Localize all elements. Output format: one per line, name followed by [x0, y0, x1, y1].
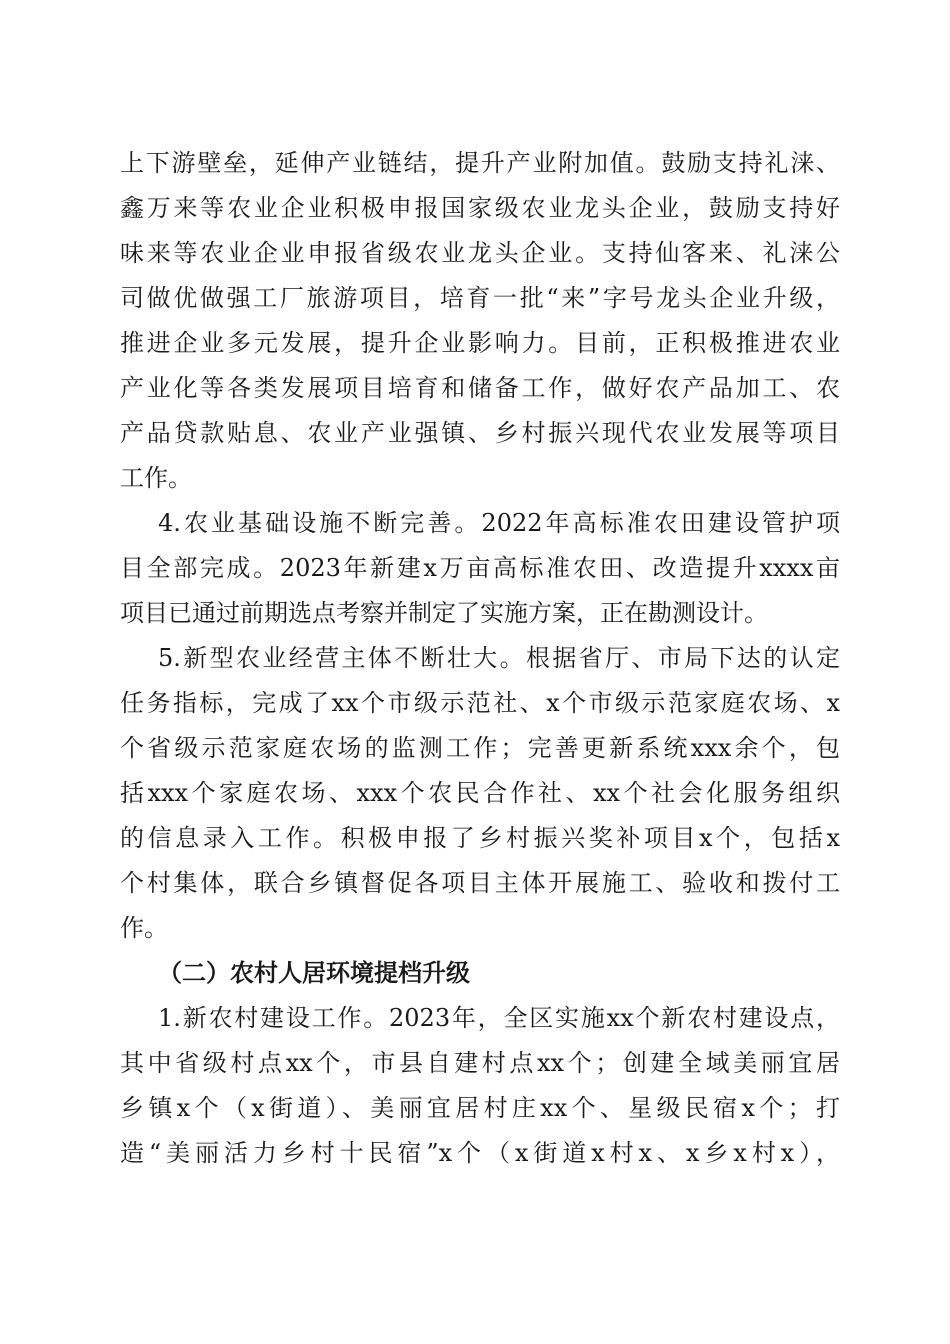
paragraph-line: 1.新农村建设工作。2023年，全区实施xx个新农村建设点，	[158, 1004, 840, 1032]
paragraph-line: 鑫万来等农业企业积极申报国家级农业龙头企业，鼓励支持好	[120, 194, 840, 222]
paragraph-line: 司做优做强工厂旅游项目，培育一批“来”字号龙头企业升级，	[120, 284, 840, 312]
paragraph-line: 味来等农业企业申报省级农业龙头企业。支持仙客来、礼涞公	[120, 239, 840, 267]
paragraph-line: 的信息录入工作。积极申报了乡村振兴奖补项目x个，包括x	[120, 824, 840, 852]
paragraph-line: 4.农业基础设施不断完善。2022年高标准农田建设管护项	[158, 509, 840, 537]
paragraph-line: 产品贷款贴息、农业产业强镇、乡村振兴现代农业发展等项目	[120, 419, 840, 447]
paragraph-line: 上下游壁垒，延伸产业链结，提升产业附加值。鼓励支持礼涞、	[120, 149, 840, 177]
paragraph-line: 产业化等各类发展项目培育和储备工作，做好农产品加工、农	[120, 374, 840, 402]
paragraph-line: 作。	[120, 914, 168, 942]
paragraph-line: 乡镇x个（x街道）、美丽宜居村庄xx个、星级民宿x个；打	[120, 1094, 840, 1122]
paragraph-line: 括xxx个家庭农场、xxx个农民合作社、xx个社会化服务组织	[120, 779, 840, 807]
paragraph-line: 项目已通过前期选点考察并制定了实施方案，正在勘测设计。	[120, 599, 768, 627]
paragraph-line: 其中省级村点xx个，市县自建村点xx个；创建全域美丽宜居	[120, 1049, 840, 1077]
paragraph-line: 造“美丽活力乡村十民宿”x个（x街道x村x、x乡x村x），	[120, 1139, 840, 1167]
paragraph-line: 推进企业多元发展，提升企业影响力。目前，正积极推进农业	[120, 329, 840, 357]
paragraph-line: 个村集体，联合乡镇督促各项目主体开展施工、验收和拨付工	[120, 869, 840, 897]
paragraph-line: 5.新型农业经营主体不断壮大。根据省厅、市局下达的认定	[158, 644, 840, 672]
paragraph-line: 工作。	[120, 464, 192, 492]
paragraph-line: 个省级示范家庭农场的监测工作；完善更新系统xxx余个，包	[120, 734, 840, 762]
paragraph-line: 任务指标，完成了xx个市级示范社、x个市级示范家庭农场、x	[120, 689, 840, 717]
paragraph-line: 目全部完成。2023年新建x万亩高标准农田、改造提升xxxx亩	[120, 554, 840, 582]
section-heading: （二）农村人居环境提档升级	[158, 958, 470, 987]
